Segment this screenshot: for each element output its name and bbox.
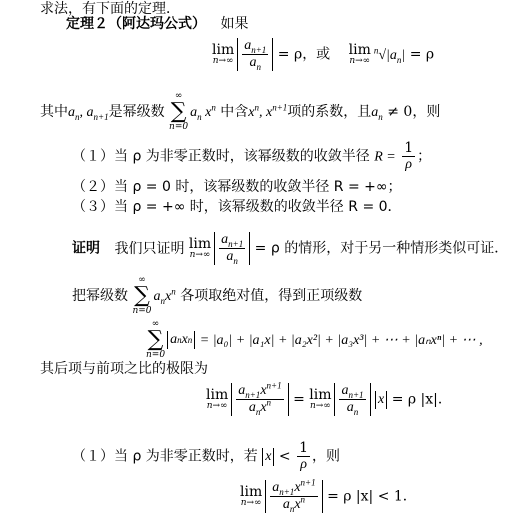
item1-r: R = bbox=[374, 149, 396, 165]
series-expansion: = |a₀| + |a₁x| + |a₂x²| + |a₃x³| + ⋯ + |aₙxⁿ| + ⋯ , bbox=[199, 333, 483, 348]
case1-frac: $\frac{1}{\rho}$ bbox=[299, 440, 309, 472]
case1-abs-x: x bbox=[262, 448, 274, 466]
text-f: ，则 bbox=[412, 104, 441, 120]
item-2: （２）当 ρ = 0 时，该幂级数的收敛半径 R = +∞； bbox=[72, 179, 402, 195]
proof-title: 证明 bbox=[72, 240, 100, 257]
proof-a: 我们只证明 bbox=[114, 240, 185, 257]
item1-frac: $\frac{1}{\rho}$ bbox=[404, 140, 414, 172]
formula1-root-right: = ρ bbox=[409, 46, 435, 63]
ratio-formula: lim n→∞ $\frac{a_{n+1}x^{n+1}}{a_nx^n}$ = lim n→∞ $\frac{a_{n+1}}{a_n}$ x = ρ |x|． bbox=[206, 380, 452, 417]
lim-symbol-5: lim n→∞ bbox=[309, 387, 332, 411]
abs-a: 把幂级数 bbox=[72, 288, 128, 304]
lim-symbol-4: lim n→∞ bbox=[206, 387, 229, 411]
proof-b: = ρ 的情形，对于另一种情形类似可证． bbox=[254, 240, 509, 257]
lim-symbol: lim n→∞ bbox=[212, 42, 235, 66]
proof-abs: $\frac{a_{n+1}}{a_n}$ bbox=[214, 232, 250, 265]
theorem-line bbox=[66, 15, 248, 33]
theorem-title: 定理２（阿达玛公式） bbox=[66, 16, 206, 32]
text-b: 是幂级数 bbox=[108, 104, 165, 120]
formula1-right: = ρ bbox=[277, 46, 303, 63]
sum-symbol: ∞ ∑ n=0 bbox=[169, 91, 189, 132]
sum-symbol-3: ∞ ∑ n=0 bbox=[146, 319, 166, 360]
abs-line: 把幂级数 ∞ ∑ n=0 $a_nx^n$ 各项取绝对值，得到正项级数 bbox=[72, 275, 363, 316]
theorem-if: 如果 bbox=[220, 16, 249, 32]
abs-x: x bbox=[375, 391, 387, 409]
item-1 bbox=[72, 140, 431, 173]
ratio-intro: 其后项与前项之比的极限为 bbox=[40, 361, 208, 377]
case1-text: （１）当 ρ 为非零正数时，若 bbox=[72, 448, 258, 465]
formula-1 bbox=[212, 38, 434, 71]
text-a: 其中 bbox=[40, 104, 68, 120]
case1-b: ，则 bbox=[312, 448, 341, 465]
item-3: （３）当 ρ = +∞ 时，该幂级数的收敛半径 R = 0． bbox=[72, 199, 402, 215]
text-e: ≠ 0 bbox=[387, 104, 413, 120]
lim-symbol-3: lim n→∞ bbox=[188, 236, 212, 260]
proof-line bbox=[72, 232, 508, 265]
series-term: a n x n bbox=[167, 331, 195, 349]
ratio-abs: $\frac{a_{n+1}}{a_n}$ bbox=[237, 38, 273, 71]
ratio-right: = ρ |x|． bbox=[391, 391, 452, 408]
root-expr: $^n√|a_n|$ bbox=[373, 44, 406, 65]
case-1: （１）当 ρ 为非零正数时，若 x < $\frac{1}{\rho}$ ，则 bbox=[72, 440, 341, 472]
item1-end: ； bbox=[417, 148, 432, 165]
lim-symbol-2: lim n→∞ bbox=[348, 42, 371, 66]
lim-symbol-6: lim n→∞ bbox=[240, 484, 263, 508]
formula1-or: ，或 bbox=[302, 46, 331, 63]
coeff-line: 其中$a_n$, $a_{n+1}$是幂级数 ∞ ∑ n=0 $a_n$ $x^n$ 中含$x^n$, $x^{n+1}$项的系数，且$a_n \ne 0$，则 bbox=[40, 91, 441, 132]
series-line bbox=[146, 320, 483, 360]
text-c: 中含 bbox=[220, 104, 249, 120]
ratio-abs-2: $\frac{a_{n+1}x^{n+1}}{a_nx^n}$ bbox=[231, 383, 288, 416]
intro-line: 求法，有下面的定理． bbox=[40, 1, 180, 17]
ratio-abs-3: $\frac{a_{n+1}}{a_n}$ bbox=[334, 383, 370, 416]
final-abs: $\frac{a_{n+1}x^{n+1}}{a_nx^n}$ bbox=[265, 480, 322, 513]
abs-b: 各项取绝对值，得到正项级数 bbox=[180, 288, 363, 304]
final-right: = ρ |x| < 1． bbox=[327, 488, 417, 505]
sum-symbol-2: ∞ ∑ n=0 bbox=[132, 275, 152, 316]
text-d: 项的系数，且 bbox=[287, 104, 372, 120]
final-formula bbox=[240, 477, 417, 514]
item1-text: （１）当 ρ 为非零正数时，该幂级数的收敛半径 bbox=[72, 148, 370, 165]
